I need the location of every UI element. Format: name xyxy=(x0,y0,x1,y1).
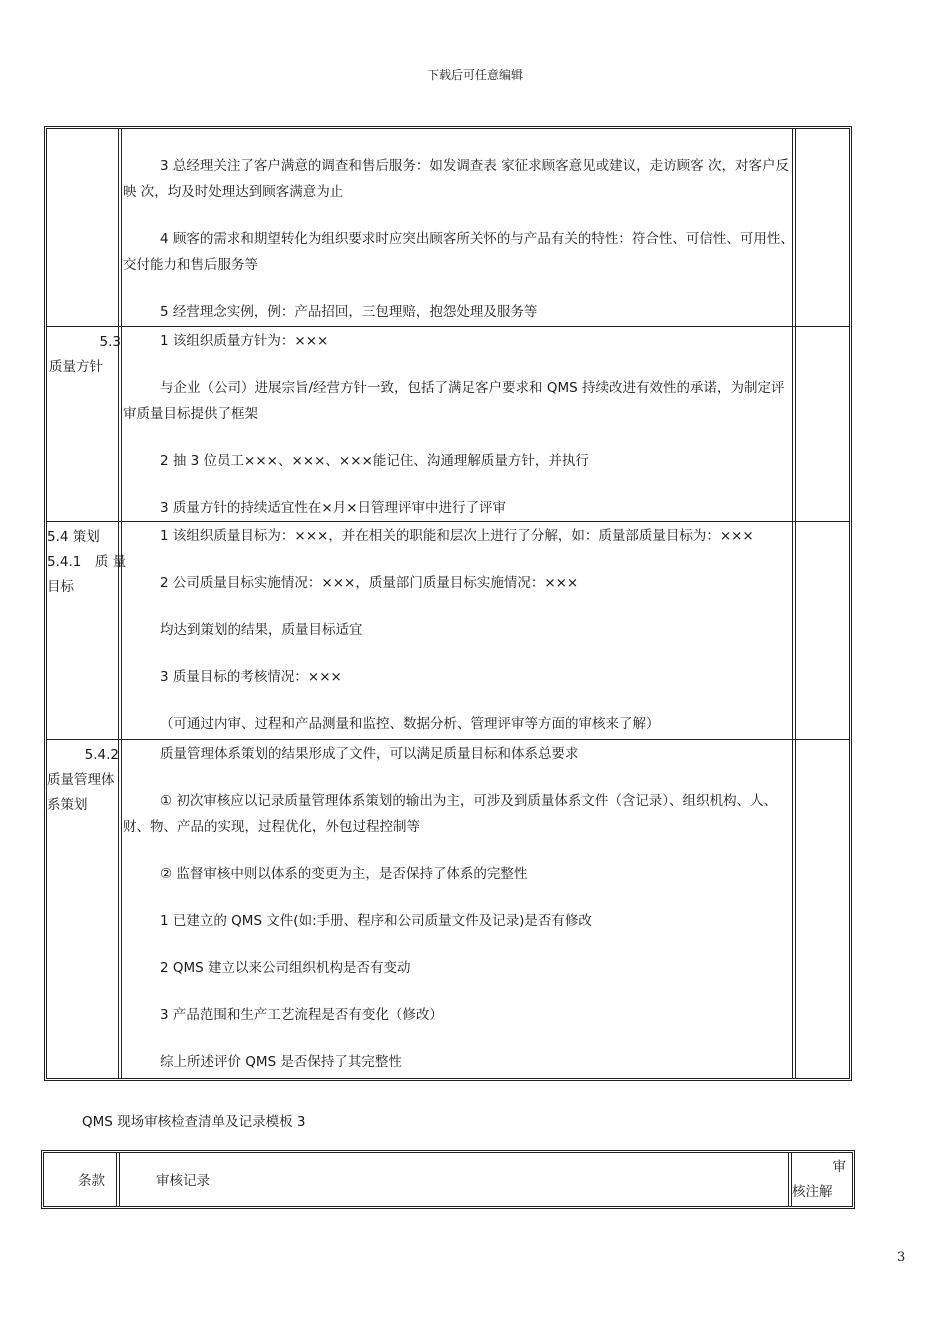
table-row xyxy=(47,739,849,1078)
record-paragraph: 2 公司质量目标实施情况：×××，质量部门质量目标实施情况：××× xyxy=(160,575,579,591)
clause-header: 条款 xyxy=(78,1173,105,1189)
record-paragraph: ① 初次审核应以记录质量管理体系策划的输出为主，可涉及到质量体系文件（含记录）、组织机构、人、财、物、产品的实现，过程优化，外包过程控制等 xyxy=(123,793,778,835)
table-row xyxy=(47,129,849,326)
clause-number: 5.3 xyxy=(99,334,121,350)
column-divider xyxy=(116,1153,120,1206)
record-paragraph: 3 质量目标的考核情况：××× xyxy=(160,669,342,685)
record-paragraph: 1 该组织质量目标为：×××，并在相关的职能和层次上进行了分解，如：质量部质量目标为：××× xyxy=(160,528,754,544)
record-cell xyxy=(123,153,797,325)
record-paragraph: 综上所述评价 QMS 是否保持了其完整性 xyxy=(160,1054,402,1070)
record-paragraph: 3 总经理关注了客户满意的调查和售后服务：如发调查表 家征求顾客意见或建议，走访顾客 次，对客户反映 次，均及时处理达到顾客满意为止 xyxy=(123,158,789,200)
record-paragraph: 2 抽 3 位员工×××、×××、×××能记住、沟通理解质量方针，并执行 xyxy=(160,453,589,469)
record-paragraph: 2 QMS 建立以来公司组织机构是否有变动 xyxy=(160,960,411,976)
clause-title: 目标 xyxy=(47,579,74,595)
table-row xyxy=(47,521,849,739)
clause-title: 质量方针 xyxy=(49,359,103,375)
record-header: 审核记录 xyxy=(156,1173,210,1189)
record-paragraph: 5 经营理念实例，例：产品招回，三包理赔，抱怨处理及服务等 xyxy=(160,304,538,320)
page-number: 3 xyxy=(897,1250,906,1265)
record-paragraph: 3 质量方针的持续适宜性在×月×日管理评审中进行了评审 xyxy=(160,500,507,516)
record-cell xyxy=(123,741,797,1075)
record-paragraph: 1 该组织质量方针为：××× xyxy=(160,333,329,349)
record-paragraph: 1 已建立的 QMS 文件(如:手册、程序和公司质量文件及记录)是否有修改 xyxy=(160,913,592,929)
clause-number: 5.4.2 xyxy=(84,747,119,763)
record-paragraph: ② 监督审核中则以体系的变更为主，是否保持了体系的完整性 xyxy=(160,866,528,882)
record-paragraph: 均达到策划的结果，质量目标适宜 xyxy=(160,622,363,638)
note-header: 审 核注解 xyxy=(792,1159,846,1200)
record-cell xyxy=(123,328,797,521)
clause-cell xyxy=(47,739,119,818)
caption: QMS 现场审核检查清单及记录模板 3 xyxy=(82,1114,306,1130)
record-paragraph: 4 顾客的需求和期望转化为组织要求时应突出顾客所关怀的与产品有关的特性：符合性、可信性、可用性、交付能力和售后服务等 xyxy=(123,231,794,273)
record-cell xyxy=(123,523,797,737)
header-note: 下载后可任意编辑 xyxy=(426,68,523,82)
record-paragraph: 3 产品范围和生产工艺流程是否有变化（修改） xyxy=(160,1007,443,1023)
audit-table xyxy=(44,126,852,1081)
record-paragraph: 质量管理体系策划的结果形成了文件，可以满足质量目标和体系总要求 xyxy=(160,746,579,762)
clause-title: 系策划 xyxy=(47,797,88,813)
clause-cell xyxy=(47,521,127,600)
record-paragraph: （可通过内审、过程和产品测量和监控、数据分析、管理评审等方面的审核来了解） xyxy=(160,716,660,732)
clause-number: 5.4 策划 xyxy=(47,529,100,545)
record-paragraph: 与企业（公司）进展宗旨/经营方针一致，包括了满足客户要求和 QMS 持续改进有效性的承诺，为制定评审质量目标提供了框架 xyxy=(123,380,785,422)
clause-number: 5.4.1 质 量 xyxy=(47,554,127,570)
clause-cell xyxy=(49,326,121,380)
clause-title: 质量管理体 xyxy=(47,772,115,788)
header-table xyxy=(41,1150,855,1209)
table-row xyxy=(47,326,849,521)
